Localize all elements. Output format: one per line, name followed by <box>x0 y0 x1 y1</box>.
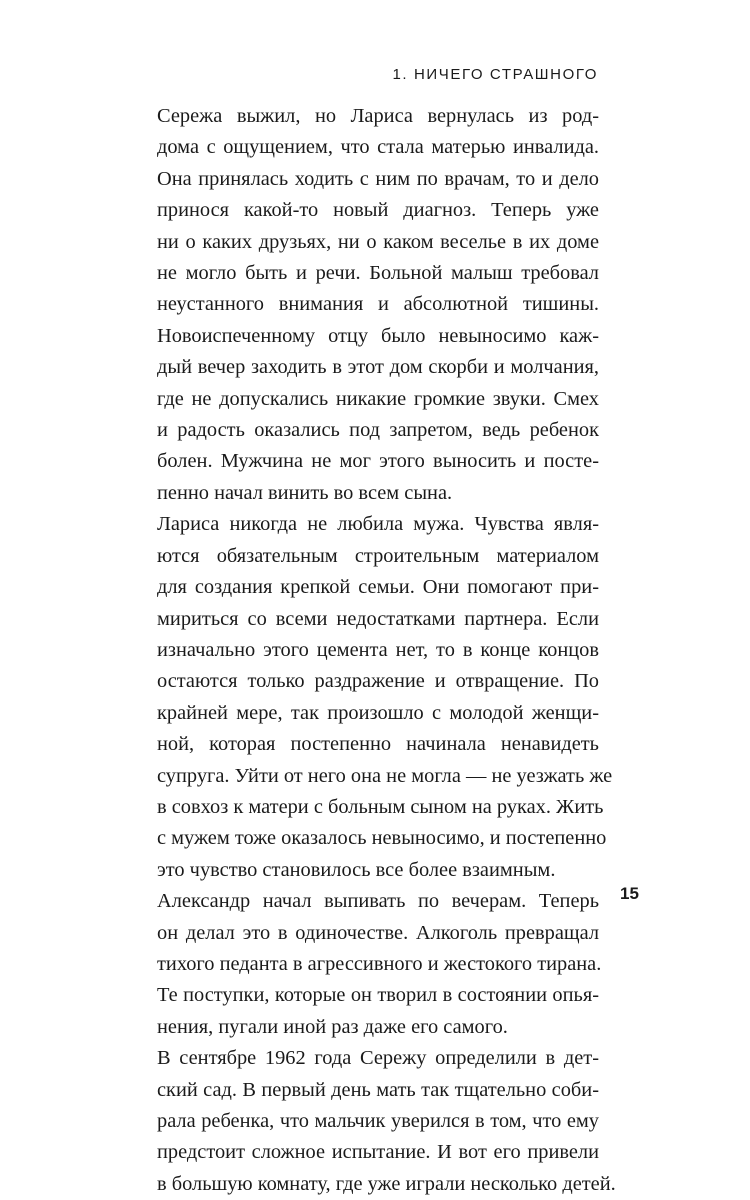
text-line: где не допускались никакие громкие звуки. Смех <box>157 387 599 410</box>
text-line: болен. Мужчина не мог этого выносить и посте- <box>157 450 599 473</box>
text-line: ский сад. В первый день мать так тщательно соби- <box>157 1078 599 1101</box>
text-line: ни о каких друзьях, ни о каком веселье в их доме <box>157 230 599 253</box>
text-line: в совхоз к матери с больным сыном на руках. Жить <box>157 795 604 818</box>
text-line: неустанного внимания и абсолютной тишины. <box>157 293 599 316</box>
text-line: это чувство становилось все более взаимным. <box>157 858 556 881</box>
body-text <box>131 101 616 1200</box>
paragraph <box>131 886 602 1043</box>
text-line: крайней мере, так произошло с молодой женщи- <box>157 701 599 724</box>
paragraph <box>131 1043 616 1200</box>
text-line: не могло быть и речи. Больной малыш требовал <box>157 262 599 285</box>
paragraph <box>131 509 613 886</box>
text-line: ются обязательным строительным материалом <box>157 544 599 567</box>
text-line: рала ребенка, что мальчик уверился в том, что ему <box>157 1110 599 1132</box>
text-line: предстоит сложное испытание. И вот его привели <box>157 1141 599 1164</box>
text-line: тихого педанта в агрессивного и жестокого тирана. <box>157 952 602 975</box>
text-line: Сережа выжил, но Лариса вернулась из род- <box>157 105 599 127</box>
text-line: ной, которая постепенно начинала ненавидеть <box>157 733 599 756</box>
text-line: в большую комнату, где уже играли несколько детей. <box>157 1172 616 1195</box>
text-line: мириться со всеми недостатками партнера. Если <box>157 607 599 630</box>
text-line: дома с ощущением, что стала матерью инвалида. <box>157 136 599 159</box>
text-line: остаются только раздражение и отвращение. По <box>157 670 599 693</box>
text-line: Александр начал выпивать по вечерам. Теперь <box>157 890 599 913</box>
text-line: изначально этого цемента нет, то в конце концов <box>157 638 599 661</box>
text-line: принося какой-то новый диагноз. Теперь уже <box>157 199 599 222</box>
paragraph <box>131 101 599 509</box>
text-line: Новоиспеченному отцу было невыносимо каж- <box>157 324 599 347</box>
text-line: он делал это в одиночестве. Алкоголь превращал <box>157 921 599 944</box>
text-line: Она принялась ходить с ним по врачам, то и дело <box>157 167 599 190</box>
text-line: Лариса никогда не любила мужа. Чувства явля- <box>157 513 599 536</box>
text-line: супруга. Уйти от него она не могла — не уезжать же <box>157 764 613 787</box>
text-line: В сентябре 1962 года Сережу определили в дет- <box>157 1047 599 1070</box>
text-line: пенно начал винить во всем сына. <box>157 481 453 504</box>
text-line: с мужем тоже оказалось невыносимо, и постепенно <box>157 827 607 850</box>
text-line: дый вечер заходить в этот дом скорби и молчания, <box>157 356 599 379</box>
text-line: нения, пугали иной раз даже его самого. <box>157 1015 508 1038</box>
text-line: Те поступки, которые он творил в состоянии опья- <box>157 984 599 1007</box>
text-line: и радость оказались под запретом, ведь ребенок <box>157 419 599 442</box>
running-head: 1. НИЧЕГО СТРАШНОГО <box>392 66 598 83</box>
text-line: для создания крепкой семьи. Они помогают при- <box>157 576 599 599</box>
page-number: 15 <box>620 884 639 903</box>
